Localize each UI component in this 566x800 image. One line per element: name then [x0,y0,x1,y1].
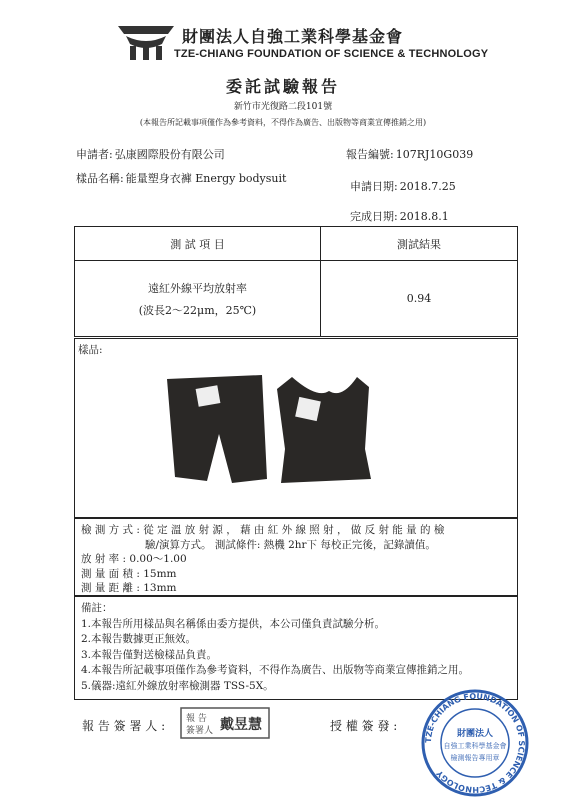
apply-date-value: 2018.7.25 [399,180,456,193]
reporter-label: 報 告 簽 署 人 : [82,719,166,733]
sample-label: 樣品: [78,344,103,356]
test-result-value: 0.94 [321,261,518,337]
sample-name-label: 樣品名稱: [76,172,124,185]
note-item: 2.本報告數據更正無效。 [81,633,197,645]
sample-garment-photo [157,359,377,499]
applicant-field [76,146,225,162]
svg-text:TZE-CHIANG FOUNDATION OF SCIEN: TZE-CHIANG FOUNDATION OF SCIENCE & TECHNOLOGY [423,691,527,795]
sample-name-value: 能量塑身衣褲 Energy bodysuit [125,172,287,185]
header-test-item: 測 試 項 目 [75,227,321,261]
approver-label: 授 權 簽 發 : [330,719,398,733]
notes-box [74,596,518,700]
results-table [74,226,518,337]
method-box [74,518,518,596]
notes-title: 備註： [81,602,113,614]
done-date-value: 2018.8.1 [399,210,449,223]
official-seal-icon [420,688,530,798]
method-line-4: 測 量 面 積 : 15mm [81,567,177,580]
test-item-line2: (波長2～22μm，25℃) [138,303,257,317]
svg-text:自強工業科學基金會: 自強工業科學基金會 [443,742,507,750]
sample-name-field [76,170,286,186]
svg-text:戴昱慧: 戴昱慧 [220,717,262,733]
method-line-3: 放 射 率 : 0.00～1.00 [81,553,187,565]
apply-date-label: 申請日期: [350,180,398,193]
test-item-cell [75,261,321,337]
reporter-stamp [180,707,270,739]
foundation-logo-icon [116,22,176,62]
method-line-5: 測 量 距 離 : 13mm [81,582,177,594]
done-date-field [350,208,449,224]
note-item: 1.本報告所用樣品與名稱係由委方提供，本公司僅負責試驗分析。 [81,617,386,630]
done-date-label: 完成日期: [350,210,398,223]
test-item-line1: 遠紅外線平均放射率 [148,281,247,295]
org-name-zh: 財團法人自強工業科學基金會 [182,27,404,46]
org-name-en: TZE-CHIANG FOUNDATION OF SCIENCE & TECHNOLOGY [174,48,489,60]
svg-text:簽署人: 簽署人 [186,726,214,736]
applicant-label: 申請者: [76,148,113,161]
sample-photo-box [74,338,518,518]
report-no-label: 報告編號: [346,148,394,161]
apply-date-field [350,178,456,194]
address: 新竹市光復路二段101號 [233,102,333,112]
svg-text:檢測報告專用章: 檢測報告專用章 [450,754,500,762]
method-line-2: 驗/演算方式。 測試條件: 熱機 2hr下 每校正完後，記錄讀值。 [145,538,436,551]
note-item: 5.儀器:遠紅外線放射率檢測器 TSS-5X。 [81,679,274,692]
report-no-field [346,146,473,162]
svg-text:報 告: 報 告 [186,714,207,724]
applicant-value: 弘康國際股份有限公司 [114,148,225,161]
svg-text:財團法人: 財團法人 [456,729,494,739]
method-line-1: 檢 測 方 式 : 從 定 溫 放 射 源 ， 藉 由 紅 外 線 照 射 ， 做 反 射 能 量 的 檢 [81,524,445,536]
disclaimer: (本報告所記載事項僅作為參考資料，不得作為廣告、出版物等商業宣傳推銷之用) [139,118,427,127]
note-item: 3.本報告僅對送檢樣品負責。 [81,648,218,661]
report-title: 委託試驗報告 [225,77,340,96]
header-test-result: 測試結果 [321,227,518,261]
report-no-value: 107RJ10G039 [395,148,474,161]
note-item: 4.本報告所記載事項僅作為參考資料，不得作為廣告、出版物等商業宣傳推銷之用。 [81,664,470,676]
